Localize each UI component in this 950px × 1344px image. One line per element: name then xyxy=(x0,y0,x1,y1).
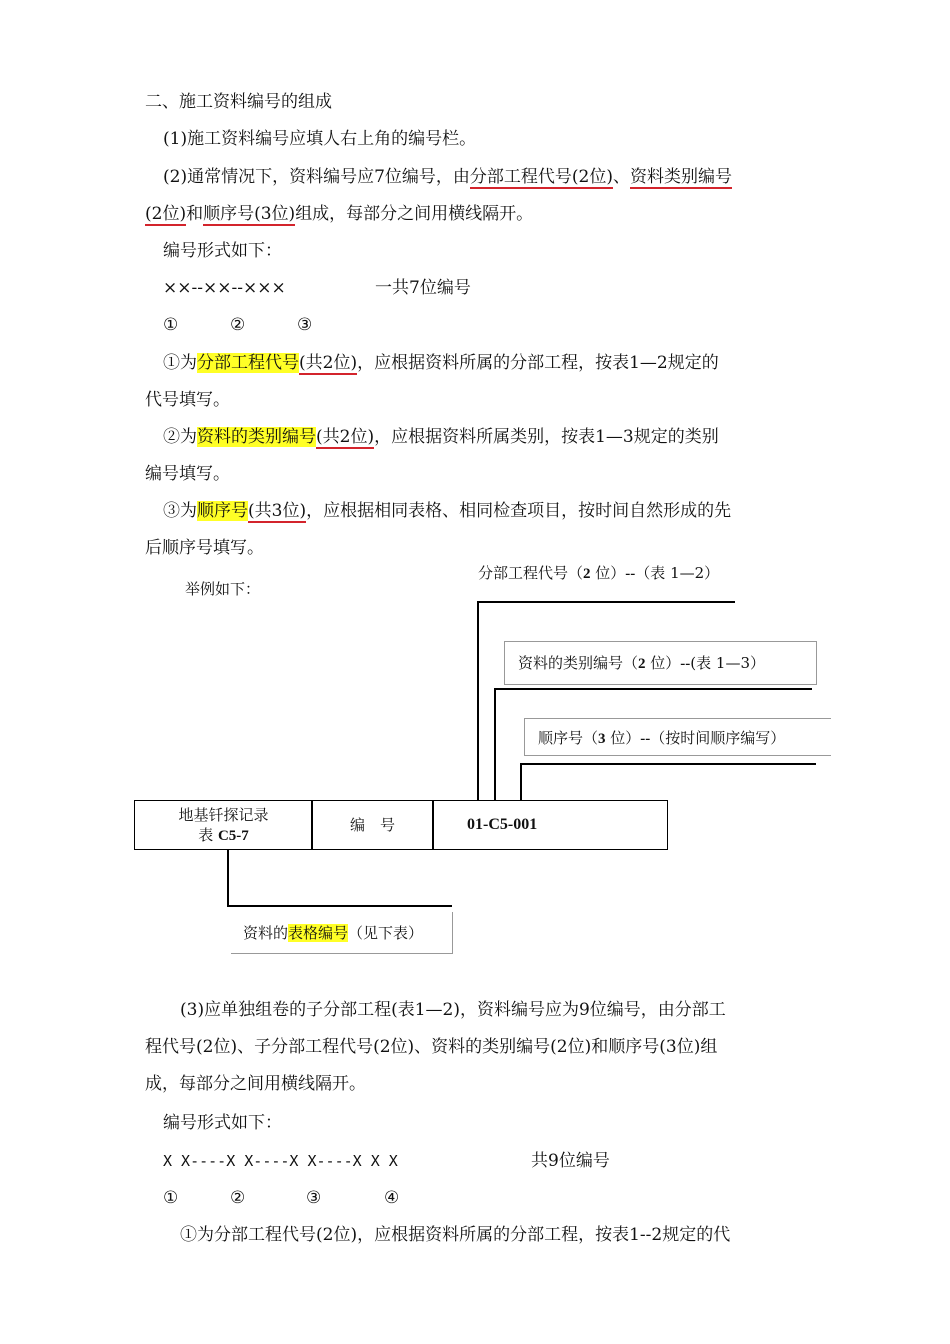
underlined: (共2位) xyxy=(299,353,358,373)
form-name-line-1: 地基钎探记录 xyxy=(178,805,269,824)
example-label: 举例如下： xyxy=(185,580,261,598)
format-desc-2: 共9位编号 xyxy=(531,1151,610,1171)
connector-line xyxy=(227,905,452,907)
item-1-line-1 xyxy=(163,352,719,374)
connector-line xyxy=(494,688,496,800)
circle-marker: ① xyxy=(163,315,179,335)
label-bold: -- xyxy=(640,731,651,747)
p2-underlined-4: 顺序号(3位) xyxy=(203,204,296,224)
highlight: 表格编号 xyxy=(288,924,349,942)
label-text: 分部工程代号（ xyxy=(478,564,584,582)
p2-underlined-2: 资料类别编号 xyxy=(630,167,732,187)
item-1-line-2: 代号填写。 xyxy=(145,390,230,410)
label-text: 顺序号（ xyxy=(538,729,599,747)
item-2-line-2: 编号填写。 xyxy=(145,464,230,484)
label-text: （按时间顺序编写） xyxy=(650,729,786,747)
item-text: ①为 xyxy=(163,353,197,373)
p2-text: (2)通常情况下，资料编号应7位编号，由 xyxy=(163,167,470,187)
circle-marker: ② xyxy=(230,1188,246,1208)
item-text: ，应根据相同表格、相同检查项目，按时间自然形成的先 xyxy=(306,501,732,521)
table-cell-number-value xyxy=(432,800,668,850)
circle-marker: ③ xyxy=(306,1188,322,1208)
paragraph-1: (1)施工资料编号应填人右上角的编号栏。 xyxy=(163,129,477,149)
label-bold: 3 xyxy=(598,731,606,747)
item-3-line-1 xyxy=(163,500,731,522)
label-text: 资料的类别编号（ xyxy=(518,654,639,672)
item-text: ，应根据资料所属类别，按表1—3规定的类别 xyxy=(374,427,719,447)
connector-line xyxy=(520,763,816,765)
paragraph-3-line-1: (3)应单独组卷的子分部工程(表1—2)，资料编号应为9位编号，由分部工 xyxy=(180,1000,726,1020)
p2-text: 和 xyxy=(186,204,204,224)
form-name-text: 表 xyxy=(198,825,218,844)
connector-line xyxy=(477,601,735,603)
format-pattern-2: X X----X X----X X----X X X xyxy=(163,1152,398,1170)
circle-marker: ③ xyxy=(297,315,313,335)
item-3-line-2: 后顺序号填写。 xyxy=(145,538,264,558)
paragraph-2-line-1 xyxy=(163,166,732,188)
diagram-label-3-box xyxy=(524,718,831,756)
label-bold: -- xyxy=(625,566,636,582)
label-bold: 2 xyxy=(583,566,591,582)
label-bold: -- xyxy=(680,656,691,672)
connector-line xyxy=(494,688,812,690)
highlight: 资料的类别编号 xyxy=(197,427,316,447)
diagram-label-1 xyxy=(478,562,719,585)
paragraph-3-line-2: 程代号(2位)、子分部工程代号(2位)、资料的类别编号(2位)和顺序号(3位)组 xyxy=(145,1037,718,1057)
label-bold: 2 xyxy=(638,656,646,672)
item-text: ③为 xyxy=(163,501,197,521)
form-code: C5-7 xyxy=(217,827,249,844)
circle-marker: ④ xyxy=(384,1188,400,1208)
connector-line xyxy=(477,601,479,800)
section-heading: 二、施工资料编号的组成 xyxy=(145,92,332,112)
form-label-1: 编号形式如下： xyxy=(163,241,282,261)
diagram-label-2-box xyxy=(504,641,817,685)
label-text: 资料的 xyxy=(243,924,289,942)
p2-text: 组成，每部分之间用横线隔开。 xyxy=(295,204,534,224)
item-text: ②为 xyxy=(163,427,197,447)
connector-line xyxy=(227,850,229,906)
table-cell-form-name xyxy=(134,800,313,850)
form-label-2: 编号形式如下： xyxy=(163,1113,282,1133)
form-name-line-2 xyxy=(178,825,268,846)
label-text: （见下表） xyxy=(348,924,424,942)
paragraph-2-line-2 xyxy=(145,203,533,225)
label-text: (表 1—3） xyxy=(690,654,766,672)
underlined: (共3位) xyxy=(248,501,307,521)
item-2-line-1 xyxy=(163,426,719,448)
connector-line xyxy=(520,763,522,800)
label-text: （表 1—2） xyxy=(635,564,720,582)
paragraph-3-line-3: 成，每部分之间用横线隔开。 xyxy=(145,1074,366,1094)
underlined: (共2位) xyxy=(316,427,375,447)
highlight: 分部工程代号 xyxy=(197,353,299,373)
diagram-label-4-box xyxy=(231,912,453,954)
label-text: 位） xyxy=(590,564,626,582)
format-pattern-1: ××--××--××× xyxy=(163,278,286,298)
p2-underlined-3: (2位) xyxy=(145,204,187,224)
label-text: 位） xyxy=(645,654,681,672)
number-value: 01-C5-001 xyxy=(467,816,538,833)
p2-text: 、 xyxy=(613,167,630,187)
table-cell-number-label: 编 号 xyxy=(311,800,434,850)
format-desc-1: 一共7位编号 xyxy=(375,278,471,298)
highlight: 顺序号 xyxy=(197,501,248,521)
item-text: ，应根据资料所属的分部工程，按表1—2规定的 xyxy=(357,353,719,373)
circle-marker: ② xyxy=(230,315,246,335)
label-text: 位） xyxy=(605,729,641,747)
item-4-line-1: ①为分部工程代号(2位)，应根据资料所属的分部工程，按表1--2规定的代 xyxy=(180,1225,731,1245)
p2-underlined-1: 分部工程代号(2位) xyxy=(469,167,613,187)
circle-marker: ① xyxy=(163,1188,179,1208)
